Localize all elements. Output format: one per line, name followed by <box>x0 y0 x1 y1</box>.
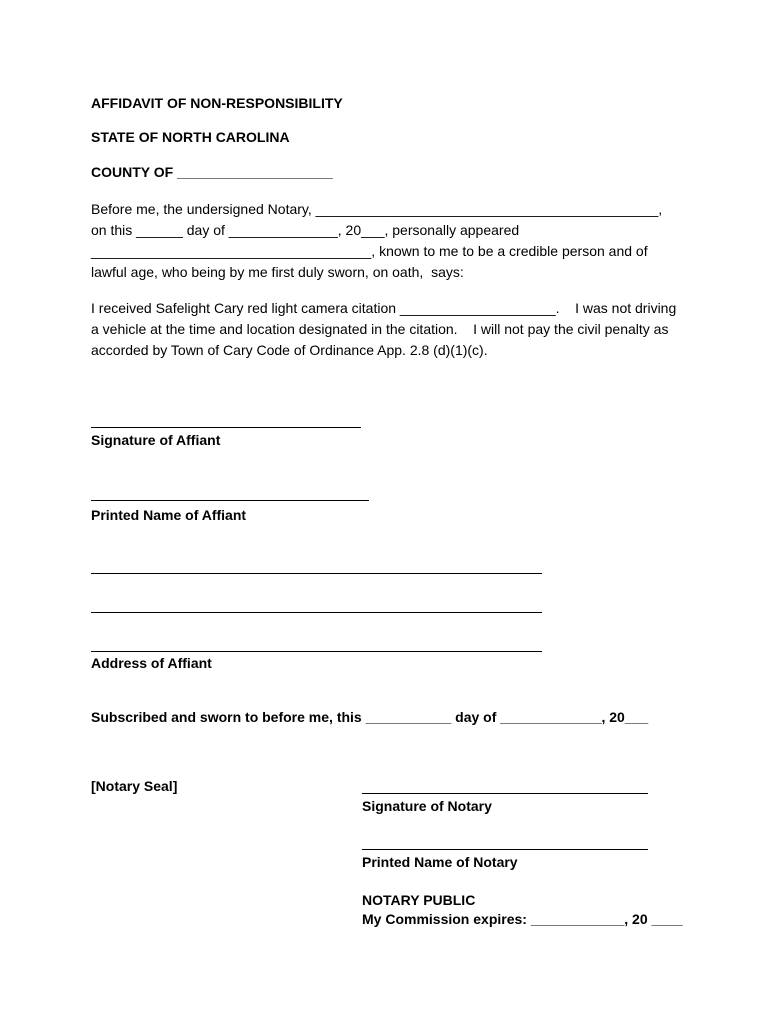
statement-line-2: a vehicle at the time and location designated in the citation. I will not pay the civil penalty as <box>91 321 669 337</box>
notary-intro-line-3: ____________________________________, known to me to be a credible person and of <box>91 243 648 259</box>
subscribed-sworn-line: Subscribed and sworn to before me, this ___________ day of _____________, 20___ <box>91 709 649 725</box>
notary-printed-name-label: Printed Name of Notary <box>362 854 518 870</box>
affiant-signature-line <box>91 427 361 428</box>
statement-line-1: I received Safelight Cary red light camera citation ____________________. I was not driving <box>91 300 677 316</box>
notary-intro-line-2: on this ______ day of ______________, 20___, personally appeared <box>91 222 520 238</box>
notary-public-label: NOTARY PUBLIC <box>362 892 476 908</box>
county-heading: COUNTY OF ____________________ <box>91 164 333 180</box>
affiant-printed-name-line <box>91 500 369 501</box>
affiant-address-line-3 <box>91 651 542 652</box>
notary-intro-line-4: lawful age, who being by me first duly sworn, on oath, says: <box>91 264 464 280</box>
notary-intro-line-1: Before me, the undersigned Notary, ____________________________________________, <box>91 201 663 217</box>
affiant-address-line-1 <box>91 573 542 574</box>
notary-signature-label: Signature of Notary <box>362 798 492 814</box>
statement-line-3: accorded by Town of Cary Code of Ordinance App. 2.8 (d)(1)(c). <box>91 342 488 358</box>
state-heading: STATE OF NORTH CAROLINA <box>91 129 290 145</box>
notary-seal-label: [Notary Seal] <box>91 778 178 794</box>
affiant-address-line-2 <box>91 612 542 613</box>
affiant-address-label: Address of Affiant <box>91 655 212 671</box>
affiant-signature-label: Signature of Affiant <box>91 432 221 448</box>
notary-printed-name-line <box>362 849 648 850</box>
notary-signature-line <box>362 793 648 794</box>
affiant-printed-name-label: Printed Name of Affiant <box>91 507 247 523</box>
document-title: AFFIDAVIT OF NON-RESPONSIBILITY <box>91 95 343 111</box>
commission-expires-line: My Commission expires: ____________, 20 ____ <box>362 911 683 927</box>
